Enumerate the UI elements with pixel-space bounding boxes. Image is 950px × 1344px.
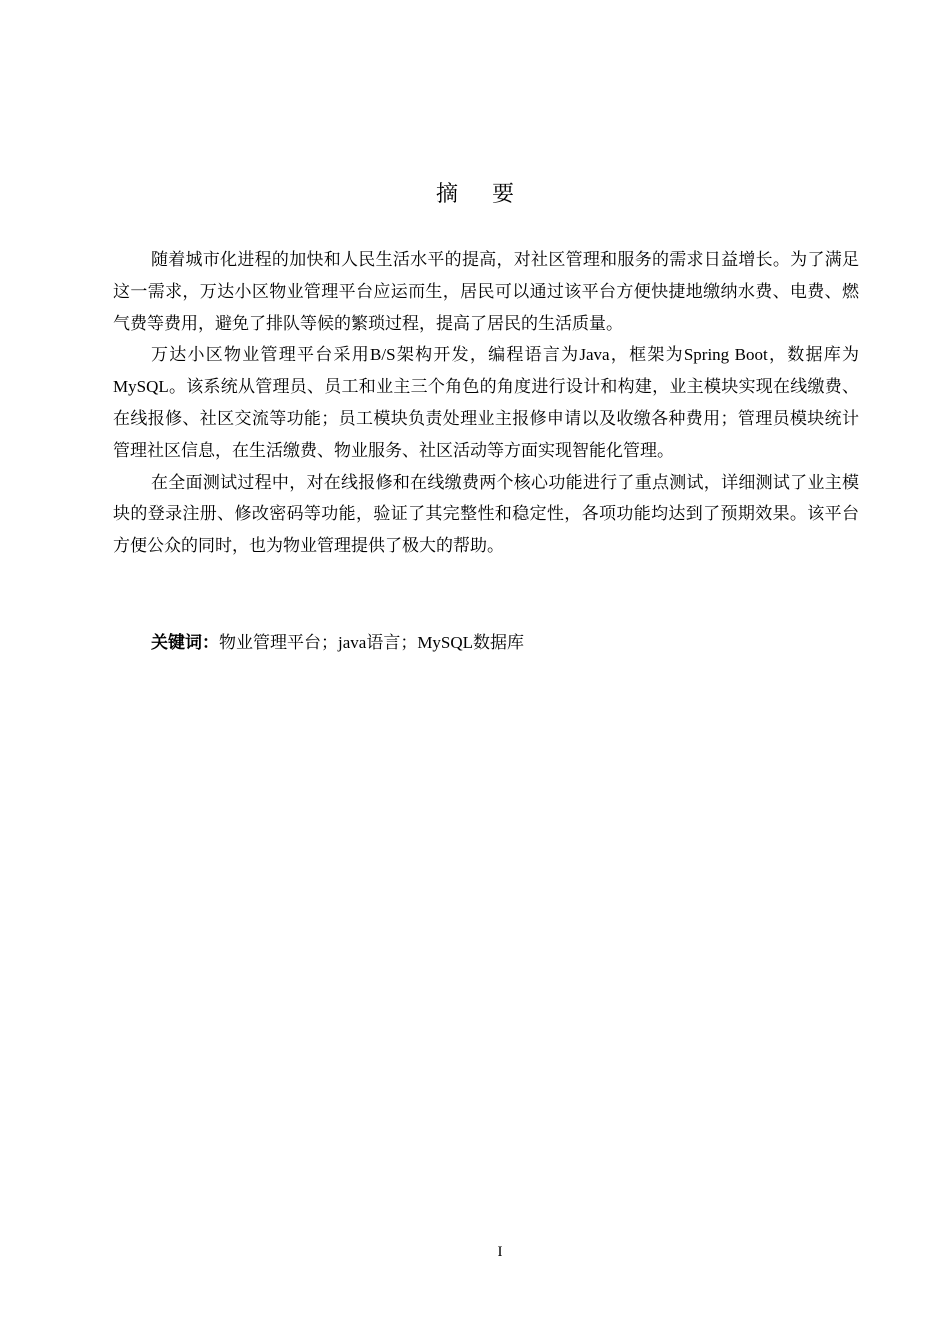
abstract-title: 摘要 — [435, 182, 548, 207]
page-number: I — [497, 1244, 503, 1260]
keywords-line — [151, 628, 851, 658]
keywords-text: 物业管理平台；java语言；MySQL数据库 — [219, 633, 525, 652]
abstract-paragraph-2: 万达小区物业管理平台采用B/S架构开发，编程语言为Java，框架为Spring Boot，数据库为MySQL。该系统从管理员、员工和业主三个角色的角度进行设计和构建，业主模块实现在线缴费、在线报修、社区交流等功能；员工模块负责处理业主报修申请以及收缴各种费用；管理员模块统计管理社区信息，在生活缴费、物业服务、社区活动等方面实现智能化管理。 — [113, 345, 859, 460]
abstract-body — [113, 244, 859, 562]
keywords-label: 关键词： — [151, 633, 219, 652]
abstract-paragraph-3: 在全面测试过程中，对在线报修和在线缴费两个核心功能进行了重点测试，详细测试了业主模块的登录注册、修改密码等功能，验证了其完整性和稳定性，各项功能均达到了预期效果。该平台方便公众的同时，也为物业管理提供了极大的帮助。 — [113, 472, 859, 556]
abstract-paragraph-1: 随着城市化进程的加快和人民生活水平的提高，对社区管理和服务的需求日益增长。为了满足这一需求，万达小区物业管理平台应运而生，居民可以通过该平台方便快捷地缴纳水费、电费、燃气费等费用，避免了排队等候的繁琐过程，提高了居民的生活质量。 — [113, 250, 859, 333]
